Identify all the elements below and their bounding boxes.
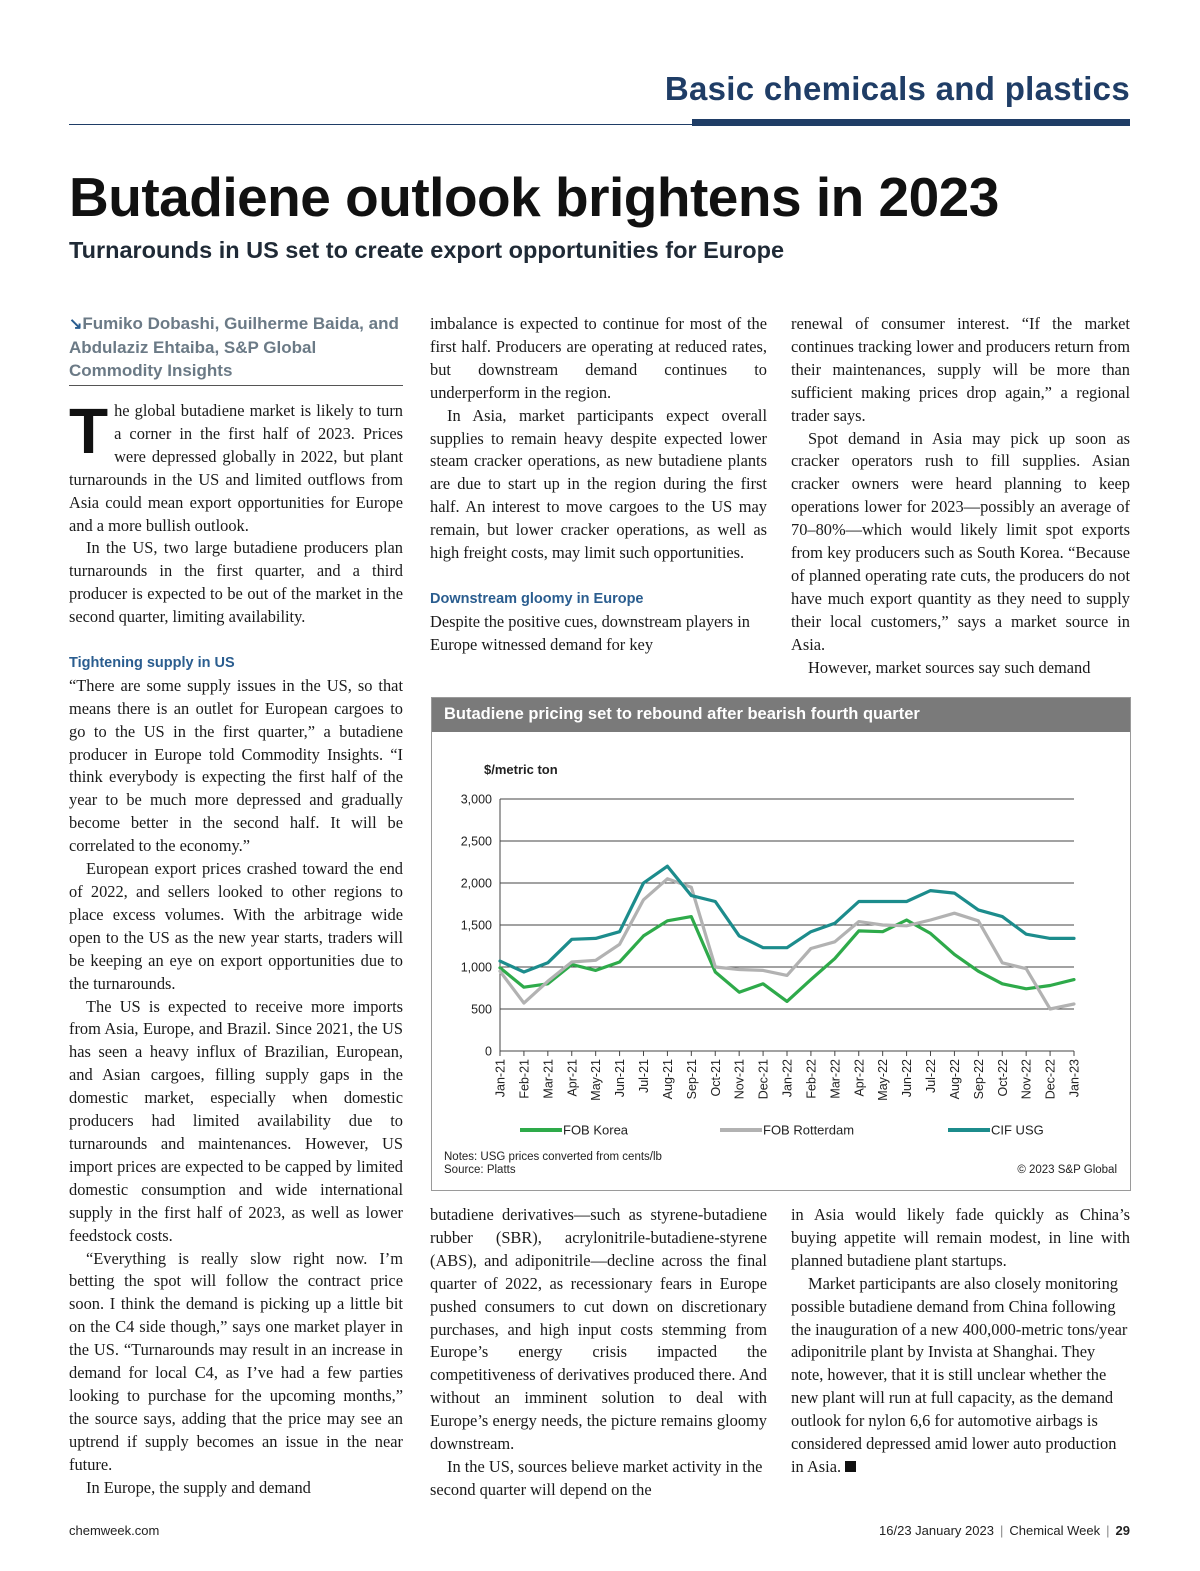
- y-tick-label: 500: [471, 1002, 492, 1017]
- x-tick-label: Apr-22: [852, 1059, 867, 1097]
- paragraph: butadiene derivatives—such as styrene-butadiene rubber (SBR), acrylonitrile-butadiene-styrene (ABS), and adiponitrile—decline across the final quarter of 2022, as recessionary fears in Europe pushed consumers to cut down on discretionary purchases, and high input costs stemming from Europe’s energy crisis impacted the competitiveness of derivatives produced there. And without an imminent solution to deal with Europe’s energy needs, the picture remains gloomy downstream.: [430, 1205, 767, 1454]
- paragraph: European export prices crashed toward the end of 2022, and sellers looked to other regions to place excess volumes. With the arbitrage wide open to the US as the new year starts, traders will be keeping an eye on export opportunities due to the turnarounds.: [69, 859, 403, 993]
- x-tick-label: Jun-21: [613, 1059, 628, 1098]
- x-tick-label: Jul-21: [637, 1059, 651, 1094]
- subheadline: Turnarounds in US set to create export opportunities for Europe: [69, 237, 785, 263]
- y-tick-label: 3,000: [460, 792, 492, 807]
- y-tick-label: 2,000: [460, 876, 492, 891]
- x-tick-label: Sep-21: [684, 1059, 699, 1100]
- x-tick-label: Oct-21: [708, 1059, 723, 1097]
- article-column-2-bottom: [430, 1204, 767, 1502]
- legend-label: CIF USG: [991, 1122, 1044, 1138]
- page-number: 29: [1115, 1523, 1130, 1538]
- x-tick-label: Jan-23: [1067, 1059, 1082, 1098]
- section-title: Basic chemicals and plastics: [664, 70, 1130, 107]
- y-tick-label: 2,500: [460, 834, 492, 849]
- footer-site: chemweek.com: [69, 1523, 160, 1538]
- article-column-3-bottom: [791, 1204, 1130, 1479]
- subheading-downstream-gloomy: Downstream gloomy in Europe: [430, 590, 644, 607]
- x-tick-label: Mar-21: [541, 1059, 556, 1099]
- paragraph: Spot demand in Asia may pick up soon as cracker operators rush to fill supplies. Asian cracker owners were heard planning to keep operations lower for 2023—possibly an average of 70–80%—which would likely limit spot exports from key producers such as South Korea. “Because of planned operating rate cuts, the producers do not have much export quantity as they need to supply their local customers,” says a market source in Asia.: [791, 428, 1130, 654]
- chart-source: Source: Platts: [444, 1164, 516, 1176]
- y-axis-label: $/metric ton: [484, 762, 558, 777]
- y-tick-label: 1,000: [460, 960, 492, 975]
- chart-note: Notes: USG prices converted from cents/lb: [444, 1151, 662, 1163]
- legend-label: FOB Korea: [563, 1122, 629, 1138]
- y-tick-label: 0: [485, 1044, 492, 1059]
- x-tick-label: Nov-21: [732, 1059, 747, 1100]
- paragraph: “Everything is really slow right now. I’m betting the spot will follow the contract price soon. I think the demand is picking up a little bit on the C4 side though,” says one market player in the US. “Turnarounds may result in an increase in demand for local C4, as I’ve had a few parties looking to purchase for the upcoming months,” the source says, adding that the price may see an uptrend if supply becomes an issue in the near future.: [69, 1248, 403, 1474]
- byline-text: Fumiko Dobashi, Guilherme Baida, and Abdulaziz Ehtaiba, S&P Global Commodity Insights: [69, 314, 399, 380]
- byline: [69, 312, 403, 386]
- x-tick-label: Aug-22: [947, 1059, 962, 1100]
- x-tick-label: Mar-22: [828, 1059, 843, 1099]
- x-tick-label: Sep-22: [971, 1059, 986, 1100]
- paragraph: The US is expected to receive more imports from Asia, Europe, and Brazil. Since 2021, the US has seen a heavy influx of Brazilian, European, and Asian cargoes, filling supply gaps in the domestic market, especially when domestic producers had limited availability due to turnarounds and maintenances. However, US import prices are expected to be capped by limited domestic consumption and wide international supply in the first half of 2023, as well as lower feedstock costs.: [69, 996, 403, 1245]
- footer-issue: 16/23 January 2023: [879, 1523, 994, 1538]
- x-tick-label: Oct-22: [995, 1059, 1010, 1097]
- paragraph: in Asia would likely fade quickly as China’s buying appetite will remain modest, in line with planned butadiene plant startups.: [791, 1205, 1130, 1270]
- series-line-fob-rotterdam: [500, 879, 1074, 1009]
- x-tick-label: Jan-21: [493, 1059, 508, 1098]
- x-tick-label: Jul-22: [924, 1059, 938, 1094]
- paragraph: “There are some supply issues in the US, so that means there is an outlet for European cargoes to go to the US in the first quarter,” a butadiene producer in Europe told Commodity Insights. “I think everybody is expecting the first half of the year to be much more depressed and gradually become better in the second half. It will be correlated to the economy.”: [69, 675, 403, 856]
- chart-header: [432, 698, 1130, 732]
- series-line-fob-korea: [500, 917, 1074, 1002]
- x-tick-label: May-22: [876, 1059, 891, 1101]
- series-line-cif-usg: [500, 866, 1074, 972]
- x-tick-label: Apr-21: [565, 1059, 580, 1097]
- chart-notes: [444, 1151, 662, 1177]
- x-tick-label: Feb-22: [804, 1059, 819, 1099]
- x-tick-label: Dec-21: [756, 1059, 771, 1100]
- chart-title: Butadiene pricing set to rebound after bearish fourth quarter: [444, 705, 920, 723]
- x-tick-label: May-21: [589, 1059, 604, 1101]
- headline: Butadiene outlook brightens in 2023: [69, 166, 999, 228]
- header-accent-bar: [692, 119, 1130, 126]
- drop-cap: T: [69, 395, 109, 467]
- footer-issue-info: 16/23 January 2023 | Chemical Week | 29: [879, 1523, 1130, 1538]
- paragraph: In the US, two large butadiene producers plan turnarounds in the first quarter, and a third producer is expected to be out of the market in the second quarter, limiting availability.: [69, 538, 403, 627]
- chart-plot: [432, 732, 1130, 1148]
- x-tick-label: Feb-21: [517, 1059, 532, 1099]
- paragraph: imbalance is expected to continue for most of the first half. Producers are operating at reduced rates, but downstream demand continues to underperform in the region.: [430, 314, 767, 402]
- article-column-1: [69, 312, 403, 1499]
- x-tick-label: Aug-21: [660, 1059, 675, 1100]
- paragraph: Despite the positive cues, downstream players in Europe witnessed demand for key: [430, 611, 750, 654]
- paragraph: In the US, sources believe market activity in the second quarter will depend on the: [430, 1456, 763, 1499]
- x-tick-label: Nov-22: [1019, 1059, 1034, 1100]
- footer-publication: Chemical Week: [1009, 1523, 1101, 1538]
- paragraph: In Asia, market participants expect overall supplies to remain heavy despite expected lower steam cracker operations, as new butadiene plants are due to start up in the region during the first half. An interest to move cargoes to the US may remain, but lower cracker operations, as well as high freight costs, may limit such opportunities.: [430, 405, 767, 563]
- chart-figure: [431, 697, 1131, 1191]
- x-tick-label: Jan-22: [780, 1059, 795, 1098]
- paragraph: Market participants are also closely monitoring possible butadiene demand from China following the inauguration of a new 400,000-metric tons/year adiponitrile plant by Invista at Shanghai. They note, however, that it is still unclear whether the new plant will run at full capacity, as the demand outlook for nylon 6,6 for automotive airbags is considered depressed amid lower auto production in Asia.: [791, 1273, 1128, 1476]
- chart-copyright: © 2023 S&P Global: [1017, 1164, 1117, 1176]
- subheading-tightening-supply: Tightening supply in US: [69, 654, 235, 671]
- paragraph: In Europe, the supply and demand: [86, 1477, 311, 1497]
- x-tick-label: Jun-22: [900, 1059, 915, 1098]
- paragraph: However, market sources say such demand: [808, 657, 1091, 677]
- end-mark-icon: [845, 1461, 856, 1472]
- article-column-2-top: [430, 313, 767, 657]
- legend-label: FOB Rotterdam: [763, 1122, 855, 1138]
- x-tick-label: Dec-22: [1043, 1059, 1058, 1100]
- paragraph: renewal of consumer interest. “If the market continues tracking lower and producers return from their maintenances, supply will be more than sufficient making prices drop again,” a regional trader says.: [791, 314, 1130, 425]
- y-tick-label: 1,500: [460, 918, 492, 933]
- article-column-3-top: [791, 313, 1130, 680]
- paragraph: The global butadiene market is likely to turn a corner in the first half of 2023. Prices were depressed globally in 2022, but plant turnarounds in the US and limited outflows from Asia could mean export opportunities for Europe and a more bullish outlook.: [69, 395, 403, 535]
- arrow-down-right-icon: ↘: [69, 316, 83, 333]
